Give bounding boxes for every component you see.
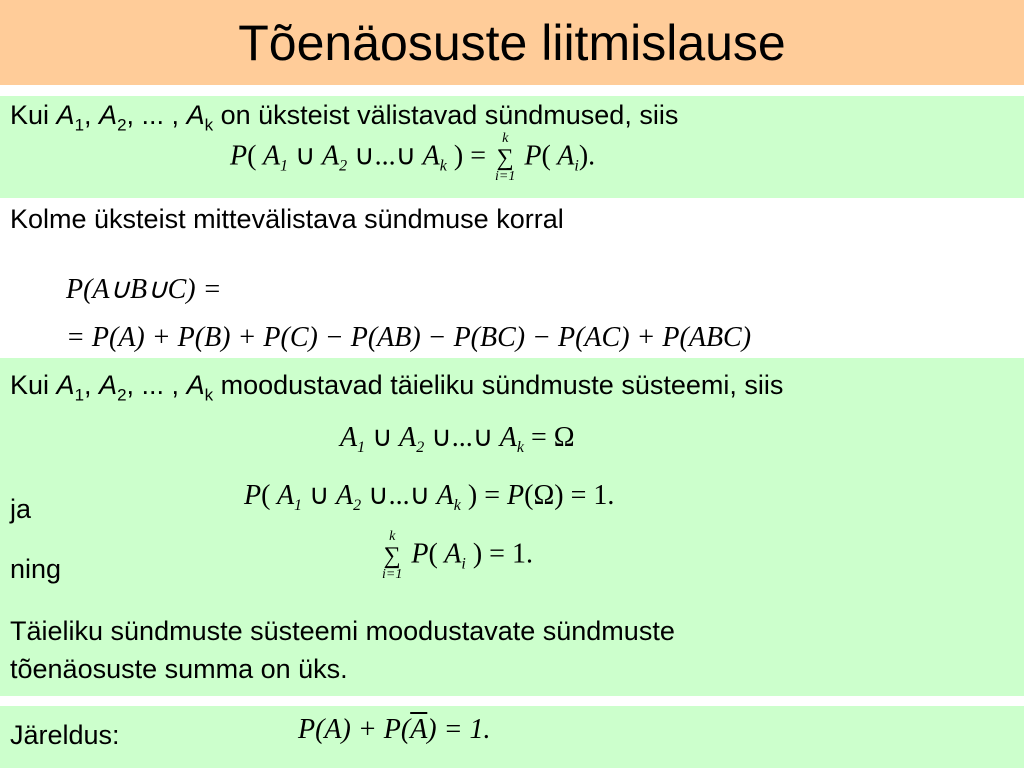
paren: ) (467, 480, 478, 511)
condition-text: moodustavad täieliku sündmuste süsteemi, siis (220, 370, 784, 400)
formula-complement (298, 714, 491, 746)
sub-1: 1 (280, 157, 289, 175)
var-a: A (99, 370, 118, 400)
var-a: A (499, 422, 517, 453)
panel-complete-system (0, 358, 1024, 696)
omega-symbol: Ω (533, 480, 555, 511)
formula-sum-rule (230, 132, 595, 184)
sub-k: k (516, 439, 524, 456)
p-symbol: P (230, 140, 248, 172)
dots-text: , ... , (126, 370, 180, 400)
ning-label: ning (10, 554, 62, 584)
panel-corollary (0, 706, 1024, 768)
sub-2: 2 (339, 157, 348, 175)
sub-i: i (574, 157, 579, 175)
summary-line-1: Täieliku sündmuste süsteemi moodustavate sündmuste (10, 616, 675, 646)
block1-sentence: Kui $A_1$, $A_2$, ... , $A_k$ on üksteist välistavad sündmused, siis (10, 100, 679, 135)
one-value: 1. (511, 538, 533, 570)
var-a: A (262, 140, 281, 172)
var-a: A (444, 538, 462, 570)
dots-text: , ... , (126, 100, 180, 130)
var-a: A (186, 100, 205, 130)
var-a: A (322, 140, 340, 172)
sigma-symbol: ∑ (383, 543, 401, 569)
sub-1: 1 (74, 115, 85, 135)
paren: ( (541, 140, 551, 172)
summary-line-2: tõenäosuste summa on üks. (10, 654, 348, 684)
sub-k: k (204, 385, 214, 405)
var-a: A (99, 100, 118, 130)
paren: ( (524, 480, 534, 511)
p-symbol: P (507, 480, 525, 511)
union-symbol: ∪ (409, 480, 431, 511)
var-a: A (557, 140, 575, 172)
union-symbol: ∪ (395, 140, 417, 172)
one-value: 1. (593, 480, 615, 511)
panel-mutually-exclusive (0, 96, 1024, 198)
condition-text: on üksteist välistavad sündmused, siis (220, 100, 679, 130)
sub-1: 1 (357, 439, 366, 456)
title-bar (0, 0, 1024, 85)
var-a: A (399, 422, 417, 453)
formula-sum-equals-one (380, 530, 533, 582)
formula-three-union-rhs: = P(A) + P(B) + P(C) − P(AB) − P(BC) − P(AC) + P(ABC) (66, 322, 752, 353)
union-symbol: ∪ (368, 480, 389, 511)
union-symbol: ∪ (295, 140, 316, 172)
sum-lower: i=1 (382, 567, 403, 582)
ja-label: ja (10, 494, 32, 524)
kui-text: Kui (10, 370, 50, 400)
paren: ( (247, 140, 257, 172)
var-a: A (56, 370, 75, 400)
panel-three-events (0, 198, 1024, 358)
sub-k: k (439, 157, 447, 175)
union-symbol: ∪ (372, 422, 393, 453)
p-symbol: P (244, 480, 262, 511)
equals: = (489, 538, 505, 570)
var-a: A (340, 422, 358, 453)
equals: = (570, 480, 587, 511)
p-symbol: P (524, 140, 542, 172)
sub-k: k (453, 497, 461, 514)
complement-a: $\overline{A}$ (410, 714, 428, 745)
paren: ) (472, 538, 483, 570)
union-symbol: ∪ (309, 480, 330, 511)
var-a: A (186, 370, 205, 400)
p-symbol: P (411, 538, 429, 570)
corollary-label: Järeldus: (10, 720, 120, 750)
omega-symbol: Ω (553, 422, 575, 453)
sum-lower: i=1 (495, 169, 516, 184)
var-a: A (436, 480, 454, 511)
summation (382, 530, 402, 582)
dots: ... (388, 480, 410, 511)
union-symbol: ∪ (354, 140, 375, 172)
sub-1: 1 (294, 497, 303, 514)
dots: ... (374, 140, 396, 172)
formula-union-omega (340, 420, 575, 457)
paren: ( (261, 480, 271, 511)
paren: ( (428, 538, 438, 570)
sub-2: 2 (353, 497, 362, 514)
sub-2: 2 (117, 385, 127, 405)
sum-upper: k (502, 131, 509, 146)
formula-part-b: ) = 1. (427, 714, 491, 745)
sub-1: 1 (74, 385, 85, 405)
sub-k: k (204, 115, 214, 135)
kui-text: Kui (10, 100, 50, 130)
union-symbol: ∪ (472, 422, 494, 453)
block2-sentence: Kolme üksteist mittevälistava sündmuse korral (10, 204, 564, 234)
summation (495, 132, 515, 184)
equals: = (530, 422, 547, 453)
sum-upper: k (389, 529, 396, 544)
union-symbol: ∪ (431, 422, 452, 453)
sub-2: 2 (117, 115, 127, 135)
var-a: A (276, 480, 295, 511)
period: . (588, 140, 596, 172)
block3-sentence: Kui $A_1$, $A_2$, ... , $A_k$ moodustavad täieliku sündmuste süsteemi, siis (10, 370, 784, 405)
formula-prob-omega (244, 478, 614, 515)
var-a: A (336, 480, 354, 511)
sub-i: i (461, 555, 466, 573)
equals: = (470, 140, 486, 172)
paren: ) (578, 140, 589, 172)
equals: = (484, 480, 500, 511)
sigma-symbol: ∑ (496, 145, 514, 171)
slide-title: Tõenäosuste liitmislause (238, 14, 786, 71)
formula-three-union-lhs: P(A∪B∪C) = (66, 274, 222, 305)
sub-2: 2 (416, 439, 425, 456)
paren: ) (453, 140, 464, 172)
dots: ... (451, 422, 473, 453)
paren: ) (554, 480, 564, 511)
var-a: A (422, 140, 440, 172)
formula-part-a: P(A) + P( (298, 714, 411, 745)
var-a: A (56, 100, 75, 130)
